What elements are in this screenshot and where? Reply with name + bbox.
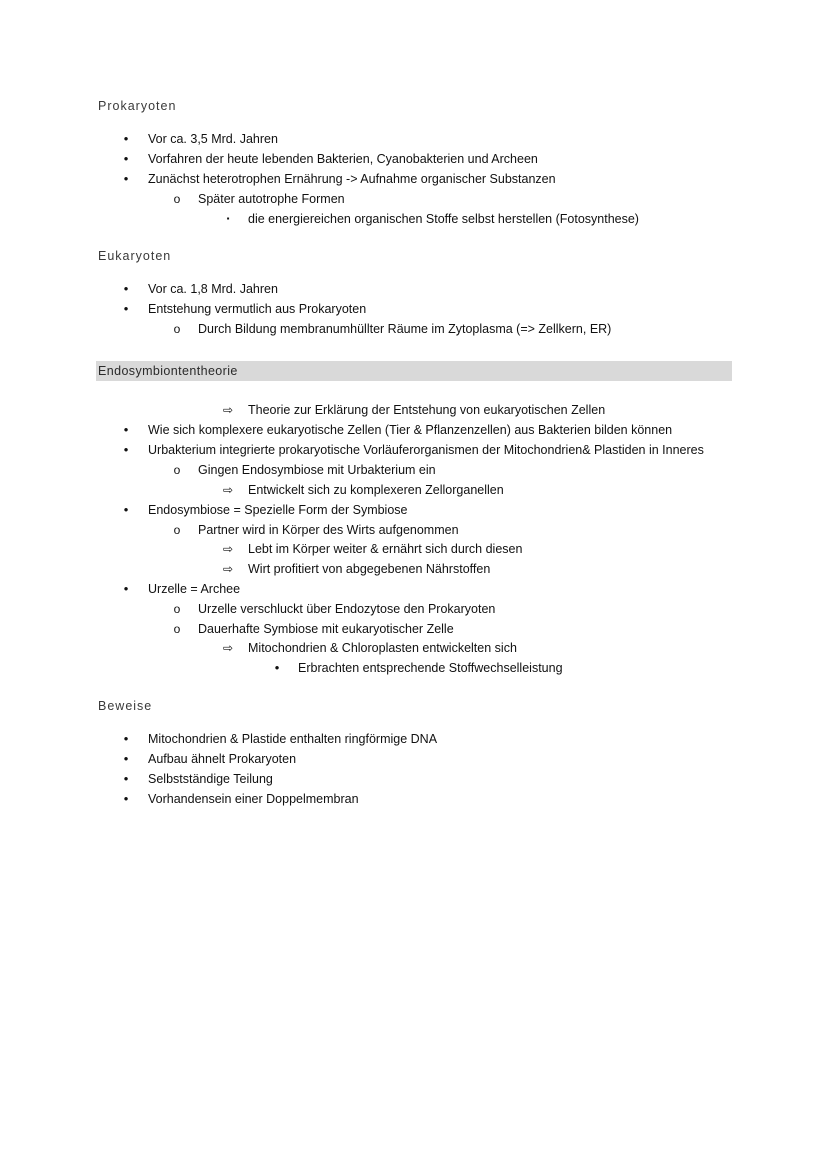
bullet-icon: •	[123, 791, 129, 806]
list-item-text: Urbakterium integrierte prokaryotische Vorläuferorganismen der Mitochondrien& Plastiden in Inneres	[148, 443, 704, 457]
list-item-text: Durch Bildung membranumhüllter Räume im Zytoplasma (=> Zellkern, ER)	[198, 322, 612, 336]
list-item-text: Vorfahren der heute lebenden Bakterien, Cyanobakterien und Archeen	[148, 152, 538, 166]
list-item-text: Vor ca. 3,5 Mrd. Jahren	[148, 132, 278, 146]
heading-endosymbiontentheorie: Endosymbiontentheorie	[96, 361, 732, 381]
bullet-icon: •	[274, 660, 280, 675]
bullet-icon: •	[123, 442, 129, 457]
bullet-icon: •	[123, 731, 129, 746]
list-item-text: Dauerhafte Symbiose mit eukaryotischer Zelle	[198, 622, 454, 636]
heading-prokaryoten: Prokaryoten	[98, 99, 177, 113]
arrow-icon: ⇨	[222, 542, 234, 556]
arrow-icon: ⇨	[222, 483, 234, 497]
bullet-icon: •	[123, 581, 129, 596]
bullet-icon: •	[123, 151, 129, 166]
arrow-icon: ⇨	[222, 641, 234, 655]
circle-bullet-icon: o	[173, 602, 181, 616]
square-bullet-icon: ▪	[226, 214, 230, 223]
list-item-text: Mitochondrien & Chloroplasten entwickelten sich	[248, 641, 517, 655]
list-item-text: Erbrachten entsprechende Stoffwechselleistung	[298, 661, 563, 675]
list-item-text: Vorhandensein einer Doppelmembran	[148, 792, 359, 806]
heading-eukaryoten: Eukaryoten	[98, 249, 172, 263]
circle-bullet-icon: o	[173, 192, 181, 206]
bullet-icon: •	[123, 502, 129, 517]
circle-bullet-icon: o	[173, 322, 181, 336]
list-item-text: Entwickelt sich zu komplexeren Zellorganellen	[248, 483, 504, 497]
list-item-text: Entstehung vermutlich aus Prokaryoten	[148, 302, 367, 316]
circle-bullet-icon: o	[173, 463, 181, 477]
list-item-text: Lebt im Körper weiter & ernährt sich durch diesen	[248, 542, 523, 556]
list-item-text: Aufbau ähnelt Prokaryoten	[148, 752, 297, 766]
list-item-text: Theorie zur Erklärung der Entstehung von eukaryotischen Zellen	[248, 403, 606, 417]
list-item-text: Urzelle verschluckt über Endozytose den Prokaryoten	[198, 602, 496, 616]
list-item-text: Zunächst heterotrophen Ernährung -> Aufnahme organischer Substanzen	[148, 172, 556, 186]
bullet-icon: •	[123, 771, 129, 786]
bullet-icon: •	[123, 301, 129, 316]
bullet-icon: •	[123, 171, 129, 186]
list-item-text: Später autotrophe Formen	[198, 192, 345, 206]
list-item-text: Wie sich komplexere eukaryotische Zellen (Tier & Pflanzenzellen) aus Bakterien bilden können	[148, 423, 673, 437]
bullet-icon: •	[123, 131, 129, 146]
list-item-text: Gingen Endosymbiose mit Urbakterium ein	[198, 463, 436, 477]
list-item-text: die energiereichen organischen Stoffe selbst herstellen (Fotosynthese)	[248, 212, 639, 226]
circle-bullet-icon: o	[173, 523, 181, 537]
arrow-icon: ⇨	[222, 562, 234, 576]
heading-beweise: Beweise	[98, 699, 153, 713]
list-item-text: Mitochondrien & Plastide enthalten ringförmige DNA	[148, 732, 438, 746]
list-item-text: Partner wird in Körper des Wirts aufgenommen	[198, 523, 459, 537]
circle-bullet-icon: o	[173, 622, 181, 636]
bullet-icon: •	[123, 751, 129, 766]
list-item-text: Vor ca. 1,8 Mrd. Jahren	[148, 282, 278, 296]
list-item-text: Urzelle = Archee	[148, 582, 241, 596]
bullet-icon: •	[123, 422, 129, 437]
list-item-text: Wirt profitiert von abgegebenen Nährstoffen	[248, 562, 491, 576]
bullet-icon: •	[123, 281, 129, 296]
arrow-icon: ⇨	[222, 403, 234, 417]
list-item-text: Selbstständige Teilung	[148, 772, 273, 786]
list-item-text: Endosymbiose = Spezielle Form der Symbiose	[148, 503, 408, 517]
